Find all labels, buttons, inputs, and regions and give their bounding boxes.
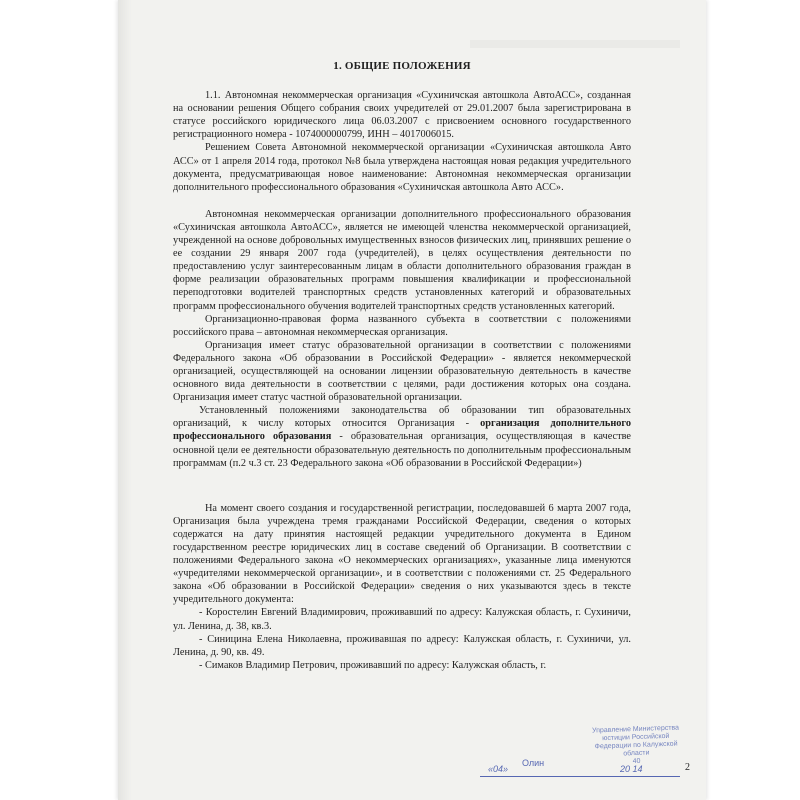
paragraph-6-bold: организация дополнительного профессионального образования <box>173 418 631 443</box>
paragraph-1: 1.1. Автономная некоммерческая организация «Сухиничская автошкола АвтоАСС», созданная на основании решения Общего собрания своих учредителей от 29.01.2007 была зарегистрирована в статусе российского юридического лица 06.03.2007 с присвоением основного государственного регистрационного номера - 1074000000799, ИНН – 4017006015. <box>173 90 631 141</box>
page-number: 2 <box>685 762 690 773</box>
paragraph-5: Организация имеет статус образовательной организации в соответствии с положениями Федерального закона «Об образовании в Российской Федерации» - является некоммерческой организацией, осуществляющей на основании лицензии образовательную деятельность в качестве основного вида деятельности в соответствии с целями, ради достижения которых она создана. Организация имеет статус частной образовательной организации. <box>173 339 631 404</box>
signature: Олин <box>522 758 545 768</box>
paragraph-6 <box>173 404 631 469</box>
paragraph-4: Организационно-правовая форма названного субъекта в соответствии с положениями российского права – автономная некоммерческая организация. <box>173 313 631 338</box>
paragraph-2: Решением Совета Автономной некоммерческой организации «Сухиничская автошкола Авто АСС» от 1 апреля 2014 года, протокол №8 была утверждена настоящая новая редакция учредительного документа, предусматривающая новое наименование: Автономная некоммерческая организации дополнительного профессионального образования «Сухиничская автошкола Авто АСС». <box>173 142 631 193</box>
section-title: 1. ОБЩИЕ ПОЛОЖЕНИЯ <box>333 60 471 72</box>
date-line <box>480 776 680 777</box>
stamp-date-day: «04» <box>488 764 509 774</box>
stamp-number: 40 <box>632 757 641 766</box>
registration-stamp <box>587 724 684 766</box>
paragraph-7: На момент своего создания и государственной регистрации, последовавшей 6 марта 2007 года, Организация была учреждена тремя гражданами Российской Федерации, сведения о которых содержатся на дату принятия настоящей редакции учредительного документа в Едином государственном реестре юридических лиц в составе сведений об Организации. В соответствии с положениями Федерального закона «О некоммерческих организациях», указанные лица именуются «учредителями некоммерческой организации», и в соответствии с положениями ст. 25 Федерального закона «Об образовании в Российской Федерации» сведения о них указываются здесь в тексте учредительного документа: <box>173 502 631 606</box>
document-content <box>173 60 631 672</box>
stamp-text: Управление Министерства юстиции Российской Федерации по Калужской области <box>591 724 680 758</box>
stamp-date-year: 20 14 <box>620 764 643 774</box>
paragraph-6-text-a: Установленный положениями законодательства об образовании тип образовательных организаций, к числу которых относится Организация - <box>173 405 631 430</box>
paragraph-6-text-b: - образовательная организация, осуществляющая в качестве основной цели ее деятельности образовательную деятельность по дополнительным профессиональным программам (п.2 ч.3 ст. 23 Федерального закона «Об образовании в Российской Федерации») <box>173 431 631 469</box>
founder-2: - Синицина Елена Николаевна, проживавшая по адресу: Калужская область, г. Сухиничи, ул. Ленина, д. 90, кв. 49. <box>173 633 631 658</box>
paragraph-3: Автономная некоммерческая организации дополнительного профессионального образования «Сухиничская автошкола АвтоАСС», является не имеющей членства некоммерческой организацией, учрежденной на основе добровольных имущественных взносов физических лиц, принявших решение о ее создании 29 января 2007 года (учредителей), в целях осуществления деятельности по предоставлению услуг заинтересованным лицам в области дополнительного образования граждан в форме реализации образовательных программ повышения квалификации и профессиональной переподготовки водителей транспортных средств установленных категорий и образовательных программ профессионального обучения водителей транспортных средств установленных категорий. <box>173 208 631 312</box>
bleed-through-text <box>470 40 680 48</box>
founder-3: - Симаков Владимир Петрович, проживавший по адресу: Калужская область, г. <box>199 659 547 671</box>
founder-1: - Коростелин Евгений Владимирович, проживавший по адресу: Калужская область, г. Сухиничи, ул. Ленина, д. 38, кв.3. <box>173 607 631 632</box>
